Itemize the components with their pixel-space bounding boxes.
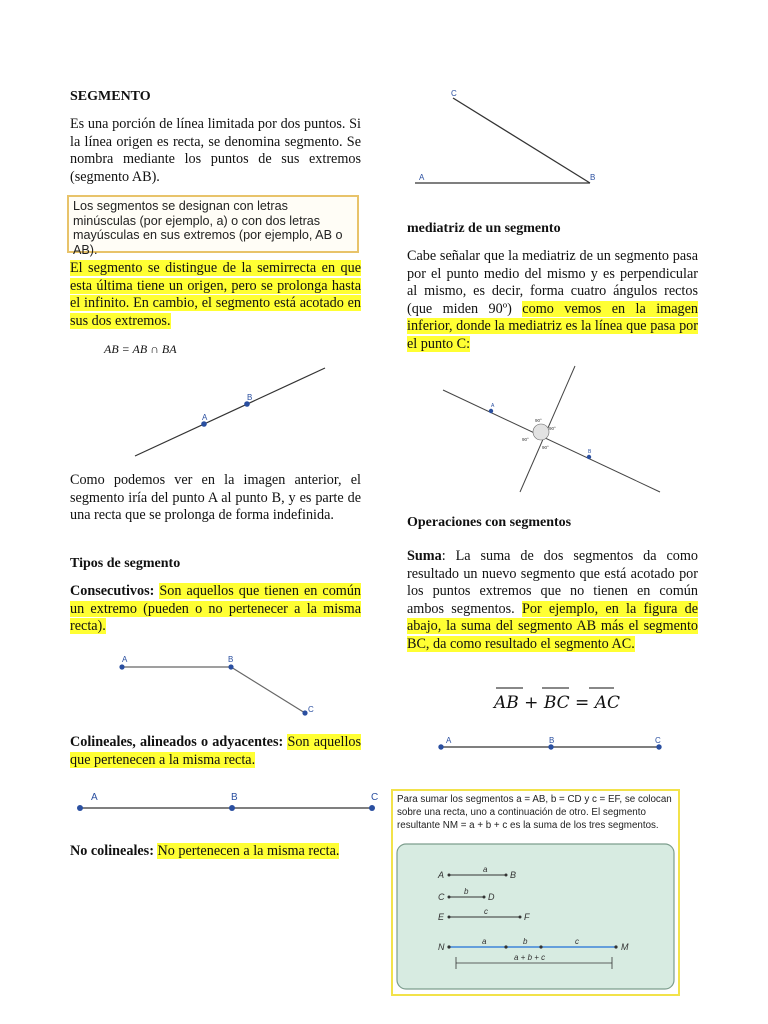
point-b [244, 401, 250, 407]
after-figure-paragraph: Como podemos ver en la imagen anterior, el segmento iría del punto A al punto B, y es parte de una recta que se prolonga de forma indefinida. [70, 472, 361, 524]
definition-note-text: Los segmentos se designan con letras minúsculas (por ejemplo, a) o con dos letras mayúsculas en sus extremos (por ejemplo, AB o AB). [73, 199, 343, 257]
segment-cb [453, 98, 590, 183]
types-title: Tipos de segmento [70, 556, 181, 571]
row-b-end [483, 896, 486, 899]
label-a: A [202, 413, 208, 422]
total-label: a + b + c [514, 953, 546, 962]
suma-paragraph [407, 548, 698, 654]
part-b: b [523, 937, 528, 946]
label-b: B [231, 792, 238, 803]
label-a: A [419, 173, 425, 182]
angle-label-bottom: 90° [542, 445, 549, 450]
angle-label-left: 90° [522, 437, 529, 442]
part-c: c [575, 937, 579, 946]
line-ab [135, 368, 325, 456]
part-a: a [482, 937, 487, 946]
point-n [447, 945, 450, 948]
sum-example-box [391, 789, 680, 996]
mediatriz-text: Cabe señalar que la mediatriz de un segmento pasa por el punto medio del mismo y es perpendicular al mismo, es decir, forma cuatro ángulos rectos (que miden 90º) [407, 248, 698, 317]
suma-label: Suma [407, 548, 442, 564]
point-b [229, 805, 235, 811]
row-a-end [505, 874, 508, 877]
semirrecta-paragraph [70, 260, 361, 330]
semirrecta-text: El segmento se distingue de la semirrecta en que esta última tiene un origen, pero se prolonga hasta el infinito. En cambio, el segmento está acotado en sus dos extremos. [70, 260, 361, 329]
row-b-start [448, 896, 451, 899]
label-a: A [91, 792, 98, 803]
noncolinear-text: No pertenecen a la misma recta. [157, 843, 340, 859]
point-ab [504, 945, 507, 948]
label-c: C [308, 705, 314, 714]
row-c-right: F [524, 912, 530, 922]
mediatriz-figure [440, 362, 665, 497]
point-a [119, 664, 124, 669]
point-c [302, 710, 307, 715]
noncolinear-paragraph [70, 843, 361, 861]
suma-text: : La suma de dos segmentos da como resultado un nuevo segmento que está acotado por los puntos extremos que no tienen en común ambos segmentos. [407, 548, 698, 617]
row-c-end [519, 916, 522, 919]
row-c-left: E [438, 912, 445, 922]
consecutive-label: Consecutivos: [70, 583, 155, 599]
colinear-label: Colineales, alineados o adyacentes: [70, 734, 284, 750]
label-c: C [451, 89, 457, 98]
row-b-left: C [438, 892, 445, 902]
row-c-start [448, 916, 451, 919]
label-b: B [588, 449, 592, 455]
segment-bc [231, 667, 305, 713]
sum-formula-text: AB + BC = AC [494, 693, 620, 713]
segment-ab-figure [130, 360, 330, 460]
label-m: M [621, 942, 629, 952]
mediatriz-paragraph [407, 248, 698, 354]
point-b [228, 664, 233, 669]
label-b: B [549, 736, 555, 745]
row-a-start [448, 874, 451, 877]
right-angle-mark [533, 424, 549, 440]
point-bc [539, 945, 542, 948]
label-a: A [446, 736, 452, 745]
suma-highlight: Por ejemplo, en la figura de abajo, la suma del segmento AB más el segmento BC, da como resultado el segmento AC. [407, 600, 699, 652]
segment-line [443, 390, 660, 492]
sum-example-text: Para sumar los segmentos a = AB, b = CD y c = EF, se colocan sobre una recta, uno a continuación de otro. El segmento resultante NM = a + b + c es la suma de los tres segmentos. [397, 794, 672, 831]
point-c [656, 744, 661, 749]
operations-title: Operaciones con segmentos [407, 515, 572, 530]
row-b-right: D [488, 892, 495, 902]
label-a: A [122, 655, 128, 664]
section-title: SEGMENTO [70, 89, 151, 104]
label-b: B [247, 393, 253, 402]
sum-formula [490, 682, 620, 716]
point-m [614, 945, 617, 948]
row-c-mid: c [484, 907, 488, 916]
consecutive-figure [110, 650, 320, 720]
row-a-left: A [438, 870, 445, 880]
point-a [77, 805, 83, 811]
label-c: C [655, 736, 661, 745]
sum-example-figure [396, 843, 676, 991]
consecutive-paragraph [70, 583, 361, 636]
colinear-paragraph [70, 734, 361, 769]
label-b: B [590, 173, 596, 182]
segment-formula: AB = AB ∩ BA [104, 342, 177, 356]
label-n: N [438, 942, 445, 952]
triangle-figure [405, 85, 605, 195]
angle-label-right: 90° [549, 426, 556, 431]
noncolinear-label: No colineales: [70, 843, 154, 859]
label-a: A [491, 403, 495, 409]
definition-note-box [67, 195, 359, 257]
mediatriz-highlight: como vemos en la imagen inferior, donde la mediatriz es la línea que pasa por el punto C: [407, 300, 698, 352]
angle-label-top: 90° [535, 418, 542, 423]
point-c [369, 805, 375, 811]
point-a [438, 744, 443, 749]
point-a [201, 421, 207, 427]
row-b-mid: b [464, 887, 469, 896]
sum-segment-figure [430, 732, 675, 758]
colinear-text: Son aquellos que pertenecen a la misma recta. [70, 734, 362, 768]
colinear-figure [70, 788, 385, 818]
point-b [548, 744, 553, 749]
row-a-right: B [510, 870, 517, 880]
point-b [587, 455, 591, 459]
point-a [489, 409, 493, 413]
label-c: C [371, 792, 379, 803]
intro-paragraph: Es una porción de línea limitada por dos puntos. Si la línea origen es recta, se denomina segmento. Se nombra mediante los puntos de sus extremos (segmento AB). [70, 116, 361, 185]
label-b: B [228, 655, 234, 664]
row-a-mid: a [483, 865, 488, 874]
mediatriz-title: mediatriz de un segmento [407, 221, 561, 236]
consecutive-text: Son aquellos que tienen en común un extremo (pueden o no pertenecer a la misma recta). [70, 583, 362, 635]
